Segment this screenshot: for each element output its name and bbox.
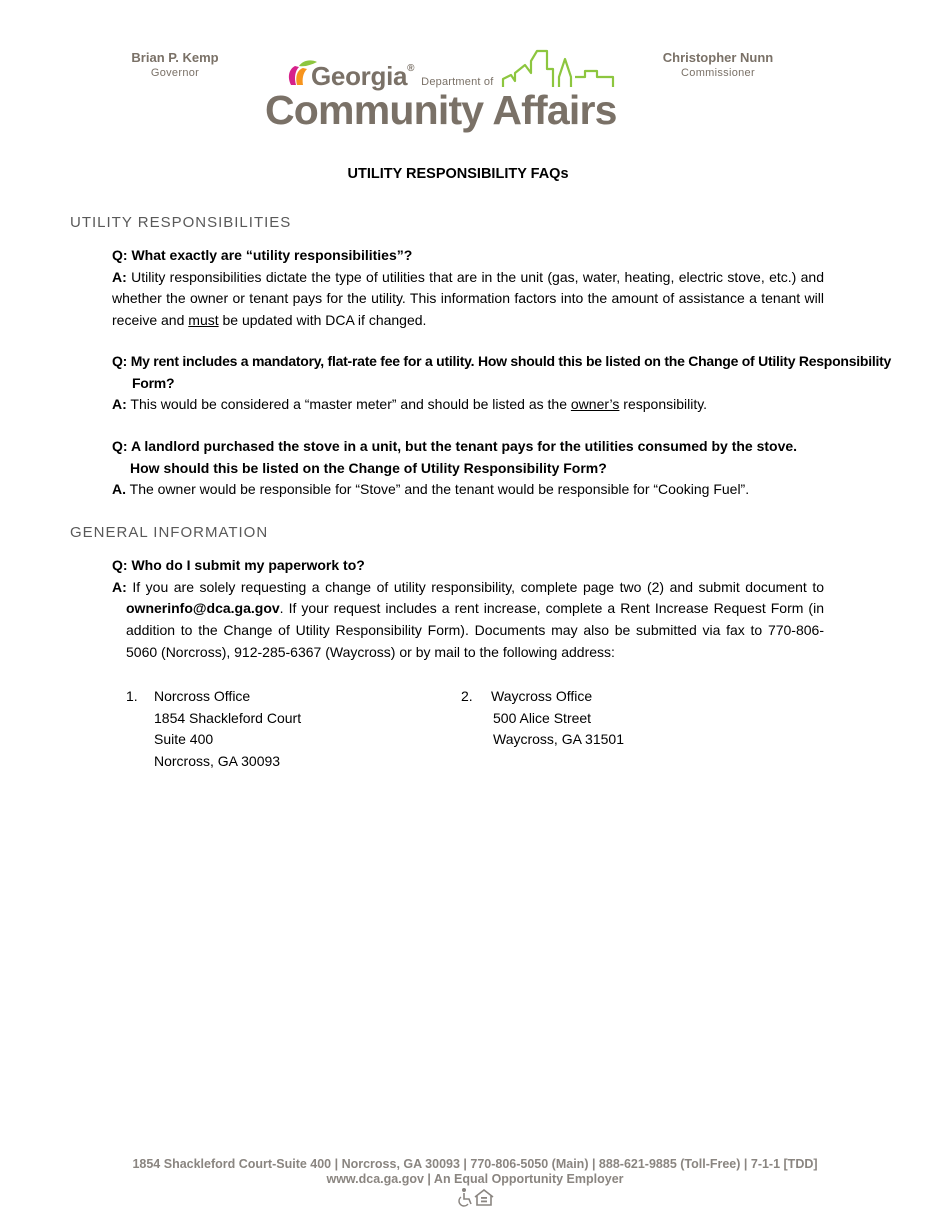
footer-address: 1854 Shackleford Court-Suite 400 | Norcross, GA 30093 | 770-806-5050 (Main) | 888-621-9885 (Toll-Free) | 7-1-1 [TDD] (132, 1157, 818, 1171)
address-line: 500 Alice Street (493, 709, 592, 726)
address-waycross (461, 686, 624, 751)
skyline-icon (501, 47, 617, 89)
commissioner-title: Commissioner (681, 67, 755, 79)
logo-agency-text: Community Affairs (265, 87, 617, 133)
governor-name: Brian P. Kemp (131, 50, 219, 65)
logo-georgia-text: Georgia® Department of (311, 61, 494, 91)
faq-answer: A: Utility responsibilities dictate the type of utilities that are in the unit (gas, water, heating, electric stove, etc.) and whether the owner or tenant pays for the utility. This information factors into the amount of assistance a tenant will receive and must be updated with DCA if changed. (112, 268, 824, 329)
section-heading-utility: UTILITY RESPONSIBILITIES (70, 214, 292, 231)
address-line: Waycross Office (491, 688, 593, 704)
accessibility-housing-icon (456, 1187, 496, 1207)
faq-item-2 (112, 351, 902, 416)
address-line: 1854 Shackleford Court (154, 709, 302, 726)
faq-answer: A. The owner would be responsible for “Stove” and the tenant would be responsible for “Cooking Fuel”. (112, 481, 750, 498)
faq-question: Q: My rent includes a mandatory, flat-rate fee for a utility. How should this be listed on the Change of Utility Responsibility Form? (112, 353, 892, 391)
logo-department-text: Department of (421, 76, 494, 88)
address-line: Norcross, GA 30093 (154, 753, 281, 770)
faq-question: Q: Who do I submit my paperwork to? (112, 557, 365, 573)
address-norcross (126, 686, 301, 773)
footer (0, 1157, 950, 1187)
faq-item-4 (112, 555, 824, 664)
address-line: Norcross Office (154, 688, 251, 704)
email-link[interactable]: ownerinfo@dca.ga.gov (126, 600, 280, 617)
faq-question: Q: A landlord purchased the stove in a unit, but the tenant pays for the utilities consumed by the stove. (112, 438, 798, 454)
footer-icons (456, 1187, 496, 1212)
list-number: 1. (126, 688, 138, 704)
faq-item-1 (112, 245, 824, 332)
governor-block (100, 50, 250, 81)
section-heading-general: GENERAL INFORMATION (70, 524, 269, 541)
faq-question-continued: How should this be listed on the Change of Utility Responsibility Form? (130, 459, 607, 476)
governor-title: Governor (150, 67, 200, 79)
faq-answer: A: If you are solely requesting a change of utility responsibility, complete page two (2) and submit document to ownerinfo@dca.ga.gov. If your request includes a rent increase, complete a Rent Increase Request Form (in addition to the Change of Utility Responsibility Form). Documents may also be submitted via fax to 770-806-5060 (Norcross), 912-285-6367 (Waycross) or by mail to the following address: (112, 578, 824, 660)
address-line: Waycross, GA 31501 (493, 731, 624, 748)
list-number: 2. (461, 688, 473, 704)
commissioner-block (638, 50, 798, 81)
page-title: UTILITY RESPONSIBILITY FAQs (347, 166, 569, 182)
faq-question: Q: What exactly are “utility responsibilities”? (112, 247, 413, 263)
commissioner-name: Christopher Nunn (662, 50, 774, 65)
faq-item-3 (112, 436, 902, 501)
footer-website: www.dca.ga.gov | An Equal Opportunity Employer (326, 1172, 624, 1186)
dca-logo (265, 45, 635, 133)
address-line: Suite 400 (154, 731, 214, 748)
faq-answer: A: This would be considered a “master meter” and should be listed as the owner’s responsibility. (112, 396, 708, 413)
